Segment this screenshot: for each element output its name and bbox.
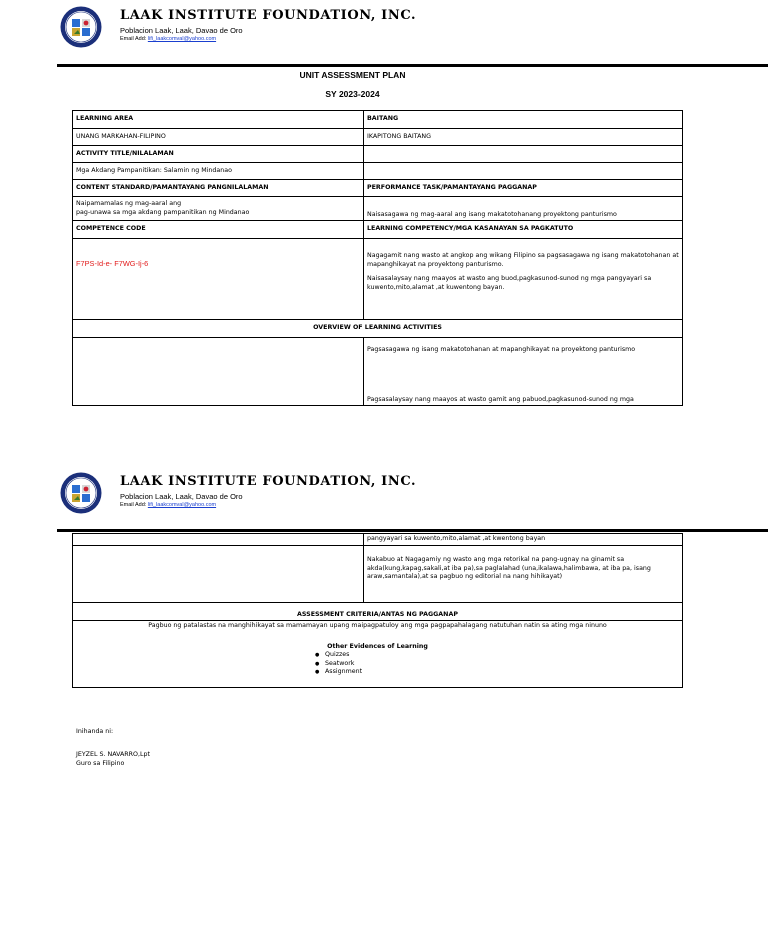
other-evidences-label: Other Evidences of Learning	[327, 642, 428, 650]
preparer-position: Guro sa Filipino	[76, 760, 125, 767]
organization-name: LAAK INSTITUTE FOUNDATION, INC.	[120, 474, 417, 489]
document-title: UNIT ASSESSMENT PLAN	[299, 70, 406, 80]
baitang-label: BAITANG	[364, 111, 683, 129]
activity-title-value: Mga Akdang Pampanitikan: Salamin ng Mindanao	[73, 163, 364, 180]
activity-item: Pagsasagawa ng isang makatotohanan at mapanghikayat na proyektong panturismo	[367, 346, 636, 353]
table-row	[73, 338, 683, 406]
page1-header	[60, 6, 417, 52]
table-row	[73, 603, 683, 621]
learning-area-label: LEARNING AREA	[73, 111, 364, 129]
organization-email	[120, 36, 216, 42]
email-label: Email Add:	[120, 36, 147, 42]
content-standard-line: Naipamamalas ng mag-aaral ang	[76, 200, 182, 207]
content-standard-value	[73, 197, 364, 221]
table-row	[73, 621, 683, 688]
organization-name: LAAK INSTITUTE FOUNDATION, INC.	[120, 8, 417, 23]
competence-code-value: F7PS-Id-e- F7WG-Ij-6	[76, 259, 149, 268]
organization-address: Poblacion Laak, Laak, Davao de Oro	[120, 492, 243, 501]
activity-item: pangyayari sa kuwento,mito,alamat ,at kwentong bayan	[364, 534, 683, 546]
assessment-criteria-cell	[73, 621, 683, 688]
assessment-criteria-value: Pagbuo ng patalastas na manghihikayat sa mamamayan upang maipagpatuloy ang mga pagpapahalagang natutuhan natin sa ating mga ninuno	[148, 622, 607, 629]
empty-cell	[364, 146, 683, 163]
header-rule	[57, 529, 768, 532]
competence-code-label: COMPETENCE CODE	[73, 221, 364, 239]
competency-item: Naisasalaysay nang maayos at wasto ang buod,pagkasunod-sunod ng mga pangyayari sa kuwento,mito,alamat ,at kuwentong bayan.	[367, 275, 652, 291]
header-rule	[57, 64, 768, 67]
overview-activities-cell	[364, 338, 683, 406]
assessment-plan-table-part2	[72, 533, 683, 688]
performance-task-label: PERFORMANCE TASK/PAMANTAYANG PAGGANAP	[364, 180, 683, 197]
learning-competency-cell	[364, 239, 683, 320]
table-row	[73, 221, 683, 239]
email-link[interactable]: lifi_laakcomval@yahoo.com	[147, 502, 217, 508]
activity-item: Pagsasalaysay nang maayos at wasto gamit ang pabuod,pagkasunod-sunod ng mga	[367, 395, 634, 403]
activity-item: Nakabuo at Nagagamiy ng wasto ang mga retorikal na pang-ugnay na ginamit sa akda(kung,kapag,sakali,at iba pa),sa paglalahad (una,ikalawa,halimbawa, at iba pa, isang araw,samantala),at sa pagbuo ng editorial na nang hihikayat)	[364, 546, 683, 603]
competency-item: Nagagamit nang wasto at angkop ang wikang Filipino sa pagsasagawa ng isang makatotohanan at mapanghikayat na proyektong panturismo.	[367, 252, 679, 268]
overview-label: OVERVIEW OF LEARNING ACTIVITIES	[73, 320, 683, 338]
email-label: Email Add:	[120, 502, 147, 508]
content-standard-label: CONTENT STANDARD/PAMANTAYANG PANGNILALAMAN	[73, 180, 364, 197]
empty-cell	[364, 163, 683, 180]
table-row	[73, 320, 683, 338]
list-item: ● Quizzes	[315, 651, 679, 660]
table-row	[73, 146, 683, 163]
table-row	[73, 197, 683, 221]
empty-cell	[73, 338, 364, 406]
evidences-list	[315, 651, 679, 677]
table-row	[73, 534, 683, 546]
page2-header	[60, 472, 417, 518]
table-row	[73, 180, 683, 197]
performance-task-value: Naisasagawa ng mag-aaral ang isang makatotohanang proyektong panturismo	[364, 197, 683, 221]
empty-cell	[73, 534, 364, 546]
school-year: SY 2023-2024	[325, 89, 380, 99]
baitang-value: IKAPITONG BAITANG	[364, 129, 683, 146]
preparer-name: JEYZEL S. NAVARRO,Lpt	[76, 751, 150, 758]
content-standard-line: pag-unawa sa mga akdang pampanitikan ng Mindanao	[76, 208, 250, 216]
organization-address: Poblacion Laak, Laak, Davao de Oro	[120, 26, 243, 35]
competence-code-cell	[73, 239, 364, 320]
learning-competency-label: LEARNING COMPETENCY/MGA KASANAYAN SA PAGKATUTO	[364, 221, 683, 239]
table-row	[73, 546, 683, 603]
list-item: ● Seatwork	[315, 660, 679, 669]
table-row	[73, 111, 683, 129]
table-row	[73, 129, 683, 146]
assessment-criteria-label: ASSESSMENT CRITERIA/ANTAS NG PAGGANAP	[73, 603, 683, 621]
email-link[interactable]: lifi_laakcomval@yahoo.com	[147, 36, 217, 42]
empty-cell	[73, 546, 364, 603]
school-seal-logo	[60, 6, 102, 48]
table-row	[73, 163, 683, 180]
school-seal-logo	[60, 472, 102, 514]
learning-area-value: UNANG MARKAHAN-FILIPINO	[73, 129, 364, 146]
organization-email	[120, 502, 216, 508]
activity-title-label: ACTIVITY TITLE/NILALAMAN	[73, 146, 364, 163]
prepared-by-label: Inihanda ni:	[76, 728, 114, 735]
assessment-plan-table-part1	[72, 110, 683, 406]
table-row	[73, 239, 683, 320]
list-item: ● Assignment	[315, 668, 679, 677]
